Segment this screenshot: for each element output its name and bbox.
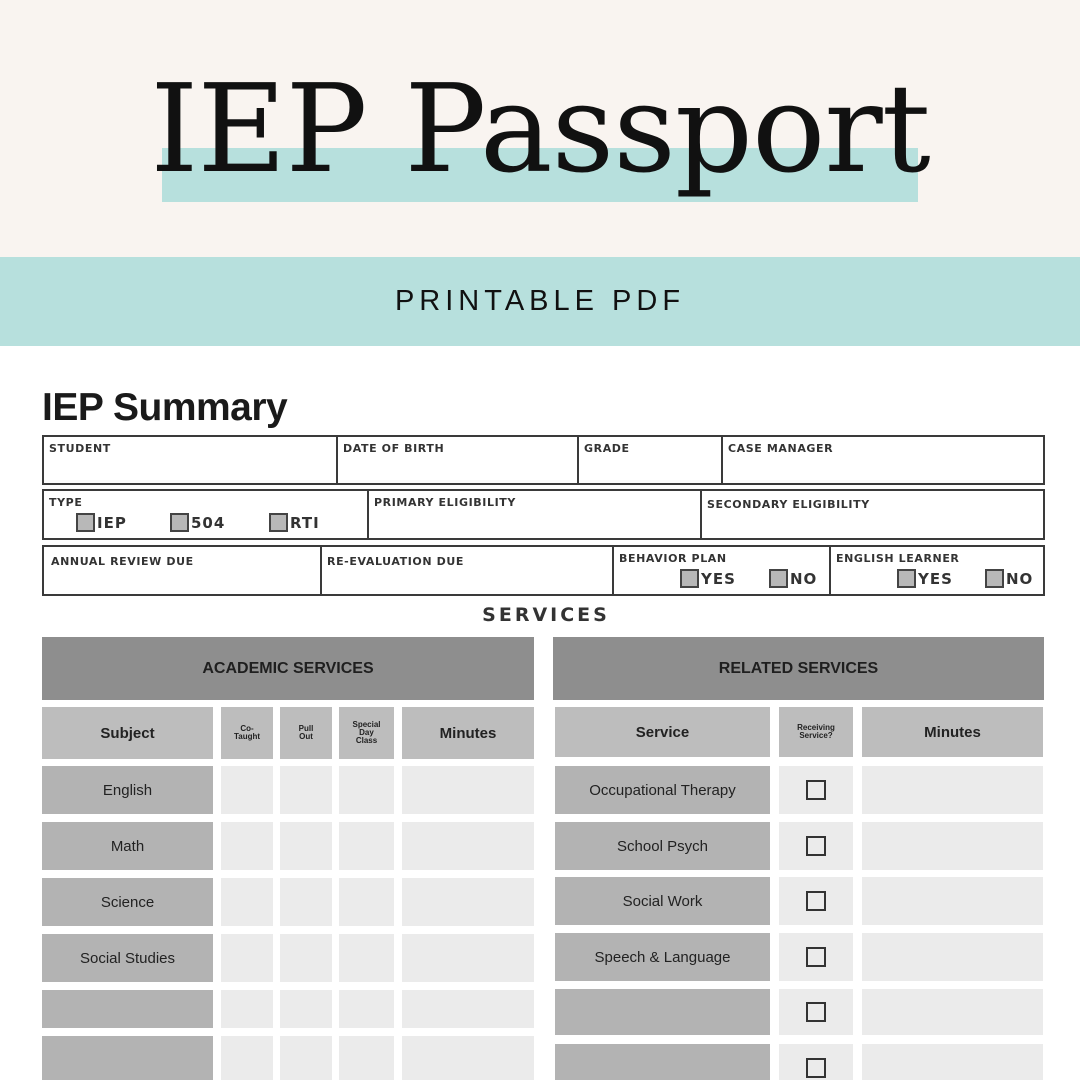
related-services-header: RELATED SERVICES	[553, 637, 1044, 700]
receiving-service-cell	[779, 1044, 853, 1080]
academic-row-cell[interactable]	[339, 1036, 394, 1080]
academic-row-cell[interactable]	[402, 878, 534, 926]
services-heading: SERVICES	[482, 604, 610, 626]
receiving-service-cell	[779, 989, 853, 1035]
grade-label: GRADE	[584, 442, 630, 455]
related-minutes-cell[interactable]	[862, 877, 1043, 925]
behavior-plan-no[interactable]	[769, 569, 817, 588]
academic-row-cell[interactable]	[339, 822, 394, 870]
receiving-service-checkbox[interactable]	[806, 1058, 826, 1078]
academic-row-cell[interactable]	[221, 934, 273, 982]
english-learner-yes-label: YES	[918, 569, 953, 588]
receiving-service-cell	[779, 877, 853, 925]
type-option-504[interactable]	[170, 513, 225, 532]
re-evaluation-due-field[interactable]	[322, 547, 614, 594]
academic-row-subject: Social Studies	[42, 934, 213, 982]
secondary-eligibility-label: SECONDARY ELIGIBILITY	[707, 498, 870, 511]
receiving-service-cell	[779, 766, 853, 814]
type-label: TYPE	[49, 496, 83, 509]
related-row-service[interactable]	[555, 1044, 770, 1080]
academic-row-cell[interactable]	[221, 878, 273, 926]
academic-row-cell[interactable]	[402, 822, 534, 870]
academic-col-pull-out: Pull Out	[280, 707, 332, 759]
secondary-eligibility-field[interactable]	[702, 491, 1043, 538]
form-row-student	[42, 435, 1045, 485]
academic-col-subject: Subject	[42, 707, 213, 759]
form-row-type	[42, 489, 1045, 540]
rti-option-label: RTI	[290, 513, 320, 532]
receiving-service-checkbox[interactable]	[806, 780, 826, 800]
related-row-service: Social Work	[555, 877, 770, 925]
english-learner-field	[831, 547, 1043, 594]
case-manager-label: CASE MANAGER	[728, 442, 834, 455]
receiving-service-checkbox[interactable]	[806, 947, 826, 967]
type-field	[44, 491, 369, 538]
case-manager-field[interactable]	[723, 437, 1043, 483]
primary-eligibility-field[interactable]	[369, 491, 702, 538]
english-learner-label: ENGLISH LEARNER	[836, 552, 960, 565]
academic-services-header: ACADEMIC SERVICES	[42, 637, 534, 700]
academic-row-cell[interactable]	[221, 822, 273, 870]
academic-row-subject: Math	[42, 822, 213, 870]
academic-row-cell[interactable]	[280, 822, 332, 870]
related-minutes-cell[interactable]	[862, 822, 1043, 870]
hero-banner	[0, 0, 1080, 257]
hero-title: IEP Passport	[150, 58, 930, 200]
related-row-service: School Psych	[555, 822, 770, 870]
academic-row-cell[interactable]	[221, 990, 273, 1028]
english-learner-no-label: NO	[1006, 569, 1034, 588]
date-of-birth-field[interactable]	[338, 437, 579, 483]
related-minutes-cell[interactable]	[862, 766, 1043, 814]
academic-row-cell[interactable]	[402, 934, 534, 982]
academic-row-cell[interactable]	[402, 990, 534, 1028]
type-option-rti[interactable]	[269, 513, 320, 532]
receiving-service-checkbox[interactable]	[806, 891, 826, 911]
rti-checkbox[interactable]	[269, 513, 288, 532]
date-of-birth-label: DATE OF BIRTH	[343, 442, 445, 455]
academic-row-cell[interactable]	[339, 766, 394, 814]
academic-row-cell[interactable]	[280, 934, 332, 982]
academic-row-cell[interactable]	[280, 990, 332, 1028]
type-option-iep[interactable]	[76, 513, 127, 532]
academic-row-cell[interactable]	[280, 766, 332, 814]
annual-review-due-field[interactable]	[44, 547, 322, 594]
english-learner-no-checkbox[interactable]	[985, 569, 1004, 588]
receiving-service-checkbox[interactable]	[806, 1002, 826, 1022]
academic-row-subject: English	[42, 766, 213, 814]
behavior-plan-field	[614, 547, 831, 594]
behavior-plan-yes-label: YES	[701, 569, 736, 588]
receiving-service-cell	[779, 933, 853, 981]
related-col-service: Service	[555, 707, 770, 757]
related-col-minutes: Minutes	[862, 707, 1043, 757]
related-row-service: Occupational Therapy	[555, 766, 770, 814]
related-row-service[interactable]	[555, 989, 770, 1035]
related-col-receiving-service: Receiving Service?	[779, 707, 853, 757]
subtitle-text: PRINTABLE PDF	[394, 285, 686, 317]
academic-row-cell[interactable]	[339, 934, 394, 982]
academic-col-special-day-class: Special Day Class	[339, 707, 394, 759]
english-learner-yes[interactable]	[897, 569, 953, 588]
related-row-service: Speech & Language	[555, 933, 770, 981]
academic-row-cell[interactable]	[402, 1036, 534, 1080]
english-learner-no[interactable]	[985, 569, 1033, 588]
grade-field[interactable]	[579, 437, 723, 483]
iep-checkbox[interactable]	[76, 513, 95, 532]
re-evaluation-due-label: RE-EVALUATION DUE	[327, 555, 464, 568]
related-minutes-cell[interactable]	[862, 1044, 1043, 1080]
form-row-review	[42, 545, 1045, 596]
iep-option-label: IEP	[97, 513, 127, 532]
504-option-label: 504	[191, 513, 226, 532]
academic-row-cell[interactable]	[339, 878, 394, 926]
related-minutes-cell[interactable]	[862, 989, 1043, 1035]
academic-row-subject[interactable]	[42, 1036, 213, 1080]
related-minutes-cell[interactable]	[862, 933, 1043, 981]
academic-col-minutes: Minutes	[402, 707, 534, 759]
behavior-plan-yes[interactable]	[680, 569, 736, 588]
academic-row-cell[interactable]	[402, 766, 534, 814]
academic-row-cell[interactable]	[280, 878, 332, 926]
behavior-plan-no-checkbox[interactable]	[769, 569, 788, 588]
academic-row-subject[interactable]	[42, 990, 213, 1028]
receiving-service-checkbox[interactable]	[806, 836, 826, 856]
academic-col-co-taught: Co-Taught	[221, 707, 273, 759]
subtitle-band	[0, 257, 1080, 346]
student-label: STUDENT	[49, 442, 111, 455]
behavior-plan-no-label: NO	[790, 569, 818, 588]
receiving-service-cell	[779, 822, 853, 870]
sheet-title: IEP Summary	[42, 386, 288, 429]
behavior-plan-yes-checkbox[interactable]	[680, 569, 699, 588]
student-field[interactable]	[44, 437, 338, 483]
english-learner-yes-checkbox[interactable]	[897, 569, 916, 588]
academic-row-cell[interactable]	[221, 1036, 273, 1080]
primary-eligibility-label: PRIMARY ELIGIBILITY	[374, 496, 516, 509]
504-checkbox[interactable]	[170, 513, 189, 532]
academic-row-subject: Science	[42, 878, 213, 926]
behavior-plan-label: BEHAVIOR PLAN	[619, 552, 727, 565]
annual-review-due-label: ANNUAL REVIEW DUE	[51, 555, 194, 568]
academic-row-cell[interactable]	[280, 1036, 332, 1080]
academic-row-cell[interactable]	[221, 766, 273, 814]
academic-row-cell[interactable]	[339, 990, 394, 1028]
